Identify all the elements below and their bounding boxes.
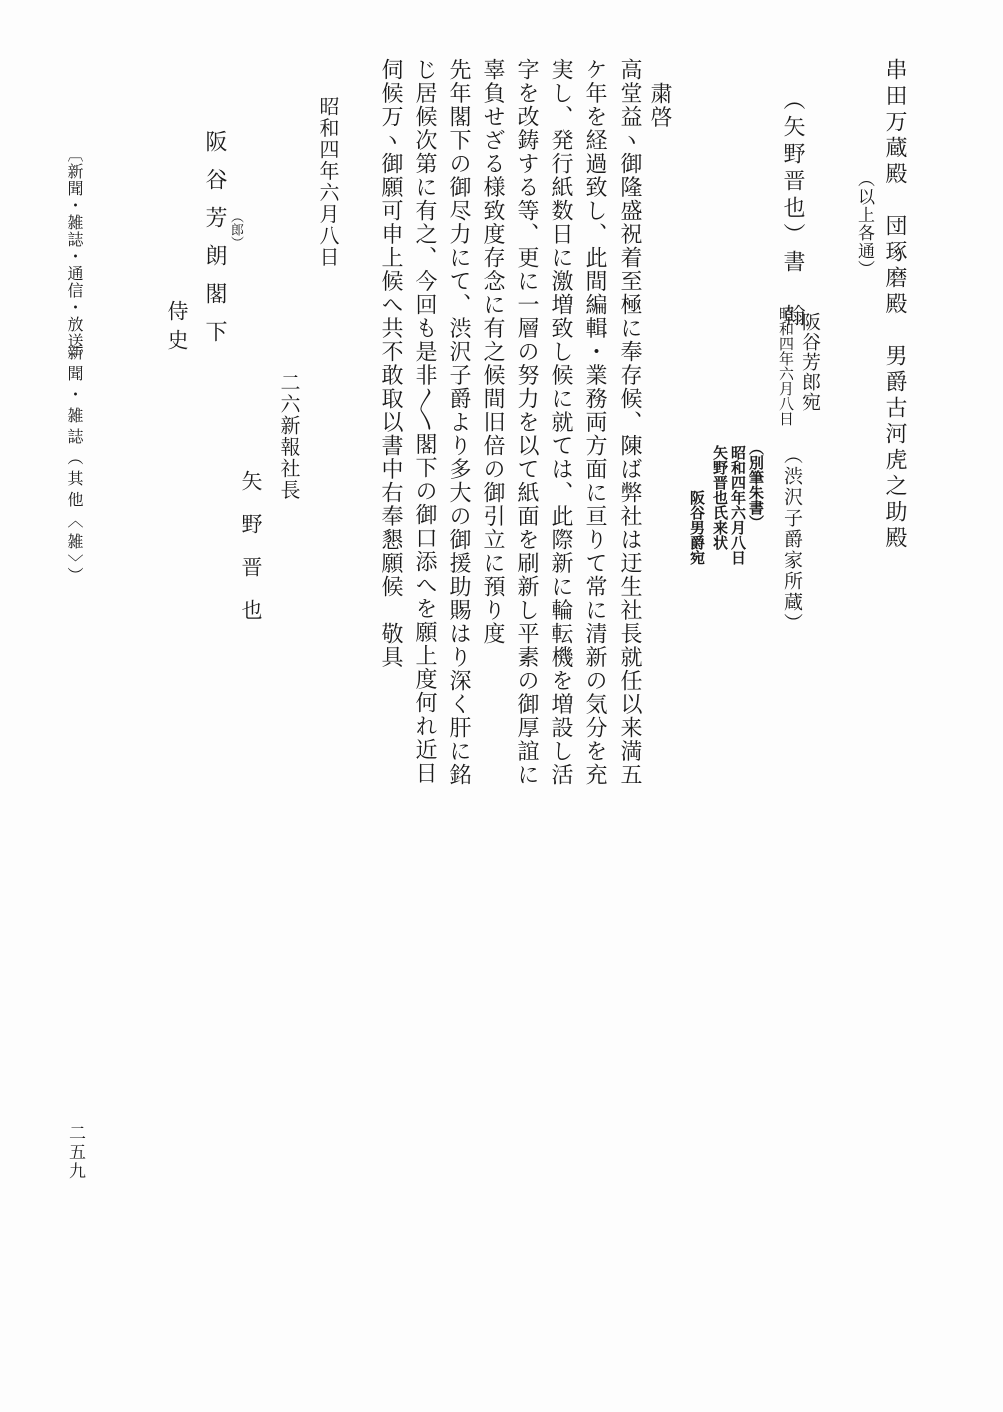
letter-line-4: 字を改鋳する等、更に一層の努力を以て紙面を刷新し平素の御厚誼に [514, 58, 539, 787]
title-addressee: 阪谷芳郎宛 [799, 312, 821, 412]
letter-salutation: 粛啓 [647, 82, 672, 129]
recipients-text: 串田万蔵殿 団琢磨殿 男爵古河虎之助殿 [882, 58, 907, 552]
letter-line-2: ケ年を経過致し、此間編輯・業務両方面に亘りて常に清新の気分を充 [582, 58, 607, 787]
letter-line-1: 高堂益ヽ御隆盛祝着至極に奉存候、陳ば弊社は迂生社長就任以来満五 [617, 58, 642, 787]
letter-line-7: じ居候次第に有之、今回も是非〳〵閣下の御口添へを願上度何れ近日 [412, 58, 437, 785]
letter-attendant: 侍史 [165, 300, 189, 358]
source-note-addressee: 阪谷男爵宛 [688, 490, 706, 565]
letter-sender-title: 二六新報社長 [277, 372, 301, 501]
recipients-line [883, 58, 905, 552]
letter-addressee-correction: （郎） [228, 210, 243, 249]
letter-line-5: 辜負せざる様致度存念に有之候間旧倍の御引立に預り度 [480, 58, 505, 646]
letter-sender-name: 矢野晋也 [239, 470, 263, 642]
title-sender-heading: （矢野晋也）書 翰 [780, 88, 805, 331]
title-date: 昭和四年六月八日 [777, 306, 795, 426]
source-note-sender: 矢野晋也氏来状 [711, 445, 729, 550]
footer-subcategory: 新聞・雑誌（其他〈雑〉） [65, 344, 84, 588]
letter-line-3: 実し、発行紙数日に激増致し候に就ては、此際新に輪転機を増設し活 [548, 58, 573, 787]
source-note-open: （別筆朱書） [747, 440, 765, 530]
letter-date: 昭和四年六月八日 [316, 96, 340, 268]
page-number: 二五九 [65, 1124, 85, 1181]
letter-line-6: 先年閣下の御尽力にて、渋沢子爵より多大の御援助賜はり深く肝に銘 [446, 58, 471, 787]
letter-line-8: 伺候万ヽ御願可申上候へ共不敢取以書中右奉懇願候 敬具 [378, 58, 403, 669]
footer-category: 〔新聞・雑誌・通信・放送〕 [65, 146, 84, 367]
source-note-date: 昭和四年六月八日 [729, 445, 747, 565]
source-collection: （渋沢子爵家所蔵） [781, 445, 803, 634]
recipients-note: （以上各通） [854, 170, 874, 278]
letter-addressee-name: 阪谷芳朗閣下 [202, 130, 227, 358]
